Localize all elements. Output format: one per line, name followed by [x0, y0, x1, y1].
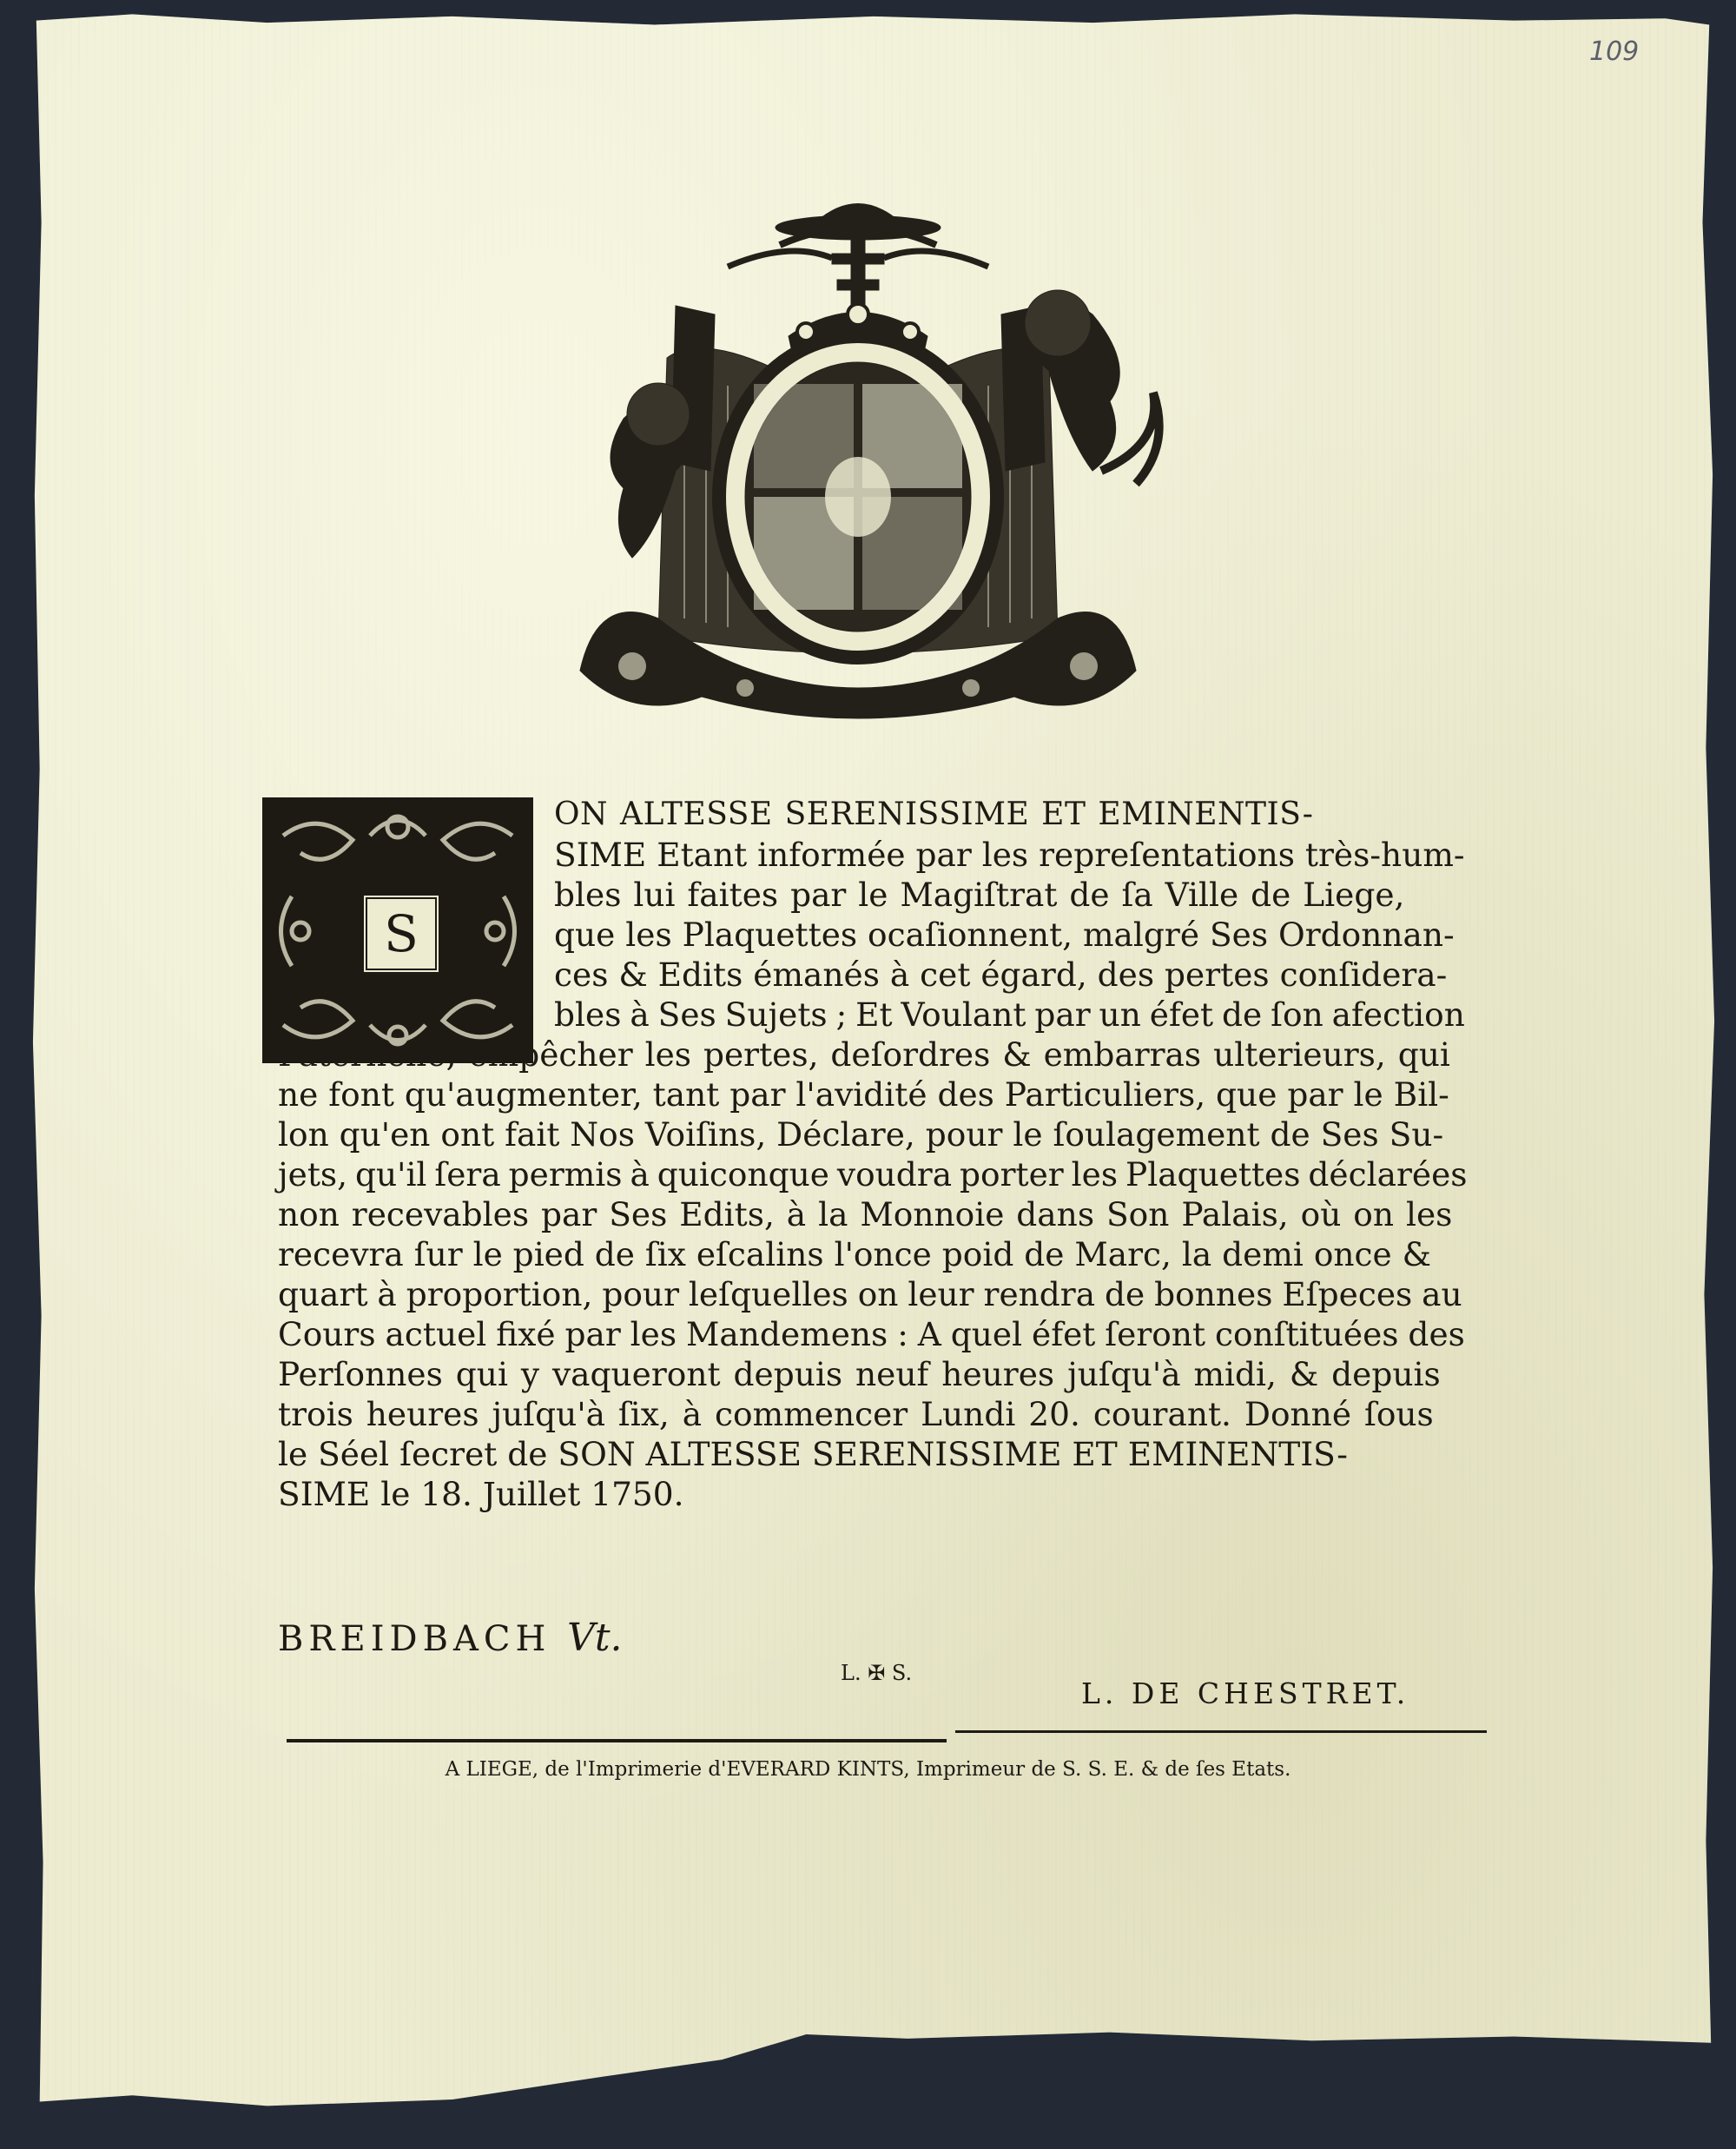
text-line: lon qu'en ont fait Nos Voiſins, Déclare, pour le ſoulagement de Ses Su- — [278, 1115, 1444, 1154]
text-line: Paternelle, empêcher les pertes, deſordres & embarras ulterieurs, qui — [278, 1035, 1450, 1074]
signer-suffix: Vt. — [567, 1616, 623, 1660]
signature-breidbach — [278, 1616, 623, 1660]
coat-of-arms-engraving — [528, 184, 1188, 740]
text-line: SIME le 18. Juillet 1750. — [278, 1475, 684, 1513]
text-line: recevra ſur le pied de ſix eſcalins l'once poid de Marc, la demi once & — [278, 1235, 1432, 1273]
text-line: trois heures juſqu'à ſix, à commencer Lundi 20. courant. Donné ſous — [278, 1395, 1434, 1433]
page-number: 109 — [1589, 36, 1640, 67]
text-line: non recevables par Ses Edits, à la Monnoie dans Son Palais, où on les — [278, 1195, 1453, 1233]
text-line: Cours actuel fixé par les Mandemens : A quel éfet ſeront conſtituées des — [278, 1315, 1465, 1353]
signer-name: BREIDBACH — [278, 1619, 551, 1659]
decorated-initial — [262, 797, 533, 1063]
text-line: quart à proportion, pour leſquelles on leur rendra de bonnes Eſpeces au — [278, 1275, 1462, 1313]
text-line: que les Plaquettes ocaſionnent, malgré Ses Ordonnan- — [554, 916, 1455, 954]
text-line: bles lui faites par le Magiſtrat de ſa Ville de Liege, — [554, 876, 1405, 914]
divider-rule — [287, 1739, 947, 1742]
text-line: bles à Ses Sujets ; Et Voulant par un éfet de ſon afection — [554, 995, 1465, 1034]
text-line: le Séel ſecret de SON ALTESSE SERENISSIME ET EMINENTIS- — [278, 1435, 1348, 1473]
signature-rule — [955, 1730, 1487, 1733]
signature-chestret: L. DE CHESTRET. — [1081, 1676, 1410, 1710]
text-line: ON ALTESSE SERENISSIME ET EMINENTIS- — [554, 797, 1314, 832]
printer-imprint: A LIEGE, de l'Imprimerie d'EVERARD KINTS, Imprimeur de S. S. E. & de ſes Etats. — [445, 1758, 1291, 1781]
text-line: jets, qu'il ſera permis à quiconque voudra porter les Plaquettes déclarées — [278, 1155, 1468, 1194]
seal-mark: L. ✠ S. — [841, 1661, 913, 1685]
text-line: Perſonnes qui y vaqueront depuis neuf heures juſqu'à midi, & depuis — [278, 1355, 1441, 1393]
text-line: ces & Edits émanés à cet égard, des pertes conſidera- — [554, 955, 1448, 994]
text-line: ne font qu'augmenter, tant par l'avidité des Particuliers, que par le Bil- — [278, 1075, 1449, 1114]
text-line: SIME Etant informée par les repreſentations très-hum- — [554, 836, 1465, 874]
initial-letter: S — [362, 894, 440, 974]
